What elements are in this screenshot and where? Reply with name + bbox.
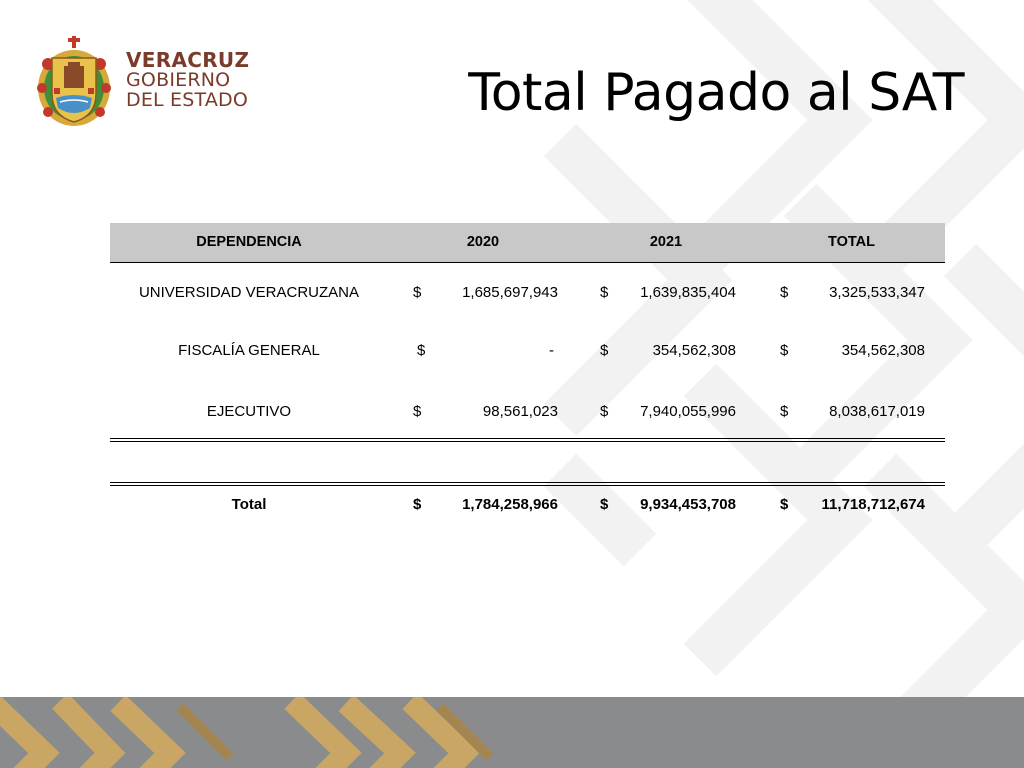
value-total: 3,325,533,347	[829, 284, 925, 301]
brand-line-1: VERACRUZ	[126, 48, 250, 72]
value-total: 8,038,617,019	[829, 403, 925, 420]
table-divider	[110, 438, 945, 439]
table-divider	[110, 482, 945, 483]
currency-symbol: $	[413, 496, 422, 513]
currency-symbol: $	[780, 496, 789, 513]
total-label: Total	[231, 496, 267, 513]
value-2021: 354,562,308	[652, 342, 736, 359]
row-dependency-name: UNIVERSIDAD VERACRUZANA	[138, 284, 360, 301]
currency-symbol: $	[780, 403, 789, 420]
header-2020: 2020	[466, 234, 500, 250]
value-2021: 1,639,835,404	[640, 284, 736, 301]
brand-line-2: GOBIERNO	[126, 69, 231, 91]
veracruz-coat-of-arms-icon	[34, 36, 114, 128]
row-dependency-name: EJECUTIVO	[206, 403, 292, 420]
footer-band	[0, 697, 1024, 768]
brand-line-3: DEL ESTADO	[126, 89, 249, 111]
header-total: TOTAL	[828, 234, 875, 250]
table-header-row	[110, 223, 945, 263]
total-2021: 9,934,453,708	[640, 496, 736, 513]
value-2021: 7,940,055,996	[640, 403, 736, 420]
table-divider	[110, 485, 945, 486]
currency-symbol: $	[413, 403, 422, 420]
header-2021: 2021	[649, 234, 683, 250]
brand-wordmark	[126, 50, 249, 110]
currency-symbol: $	[413, 284, 422, 301]
value-2020: 1,685,697,943	[462, 284, 558, 301]
currency-symbol: $	[780, 342, 789, 359]
payments-table	[110, 223, 945, 513]
grand-total: 11,718,712,674	[821, 496, 925, 513]
currency-symbol: $	[780, 284, 789, 301]
currency-symbol: $	[600, 403, 609, 420]
currency-symbol: $	[417, 342, 426, 359]
table-divider	[110, 441, 945, 442]
row-dependency-name: FISCALÍA GENERAL	[178, 342, 320, 359]
slide-title: Total Pagado al SAT	[468, 63, 964, 123]
currency-symbol: $	[600, 284, 609, 301]
value-2020: 98,561,023	[482, 403, 558, 420]
header-dependencia: DEPENDENCIA	[196, 234, 302, 250]
total-2020: 1,784,258,966	[462, 496, 558, 513]
currency-symbol: $	[600, 342, 609, 359]
value-total: 354,562,308	[841, 342, 925, 359]
value-2020: -	[549, 342, 554, 359]
currency-symbol: $	[600, 496, 609, 513]
